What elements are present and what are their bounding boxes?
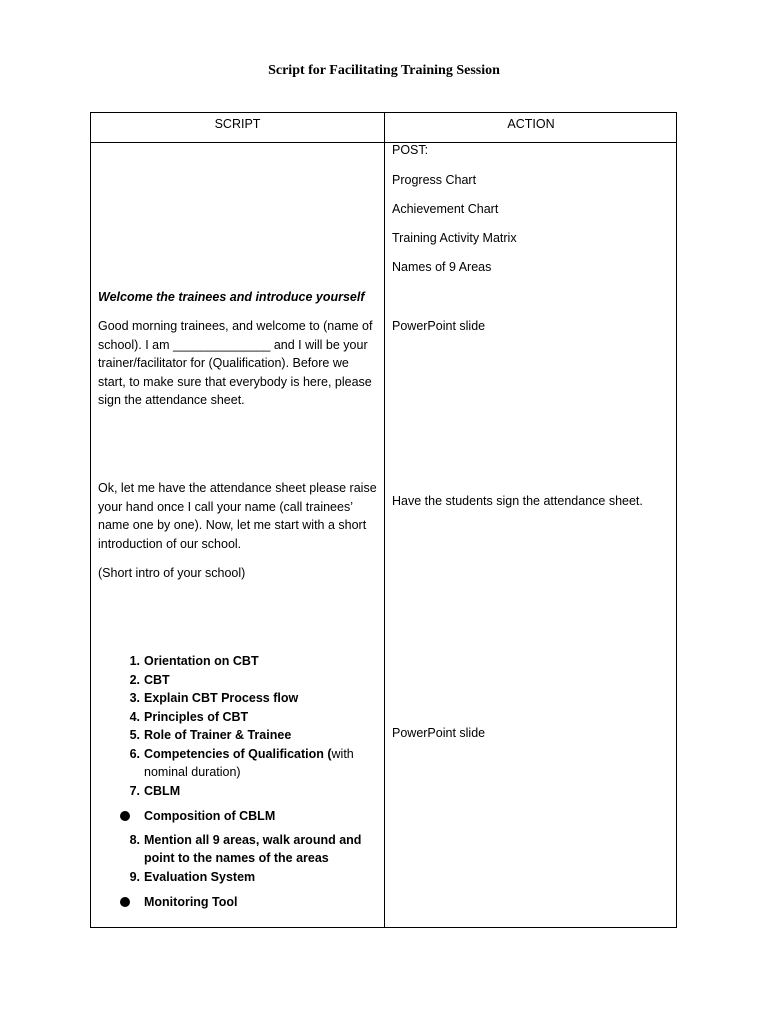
intro-note: (Short intro of your school) bbox=[98, 566, 246, 580]
item-text: CBLM bbox=[144, 783, 181, 798]
welcome-paragraph: Good morning trainees, and welcome to (name of school). I am ______________ and I will be your trainer/facilitator for (Qualification). Before we start, to make sure that everybody is here, please sign the attendance sheet. bbox=[98, 319, 373, 407]
steps-action: PowerPoint slide bbox=[392, 726, 486, 740]
document-title: Script for Facilitating Training Session bbox=[268, 63, 500, 78]
post-item-achievement-chart: Achievement Chart bbox=[392, 202, 499, 216]
script-action-table bbox=[90, 112, 677, 928]
list-item bbox=[118, 782, 380, 801]
welcome-action: PowerPoint slide bbox=[392, 319, 486, 333]
welcome-heading: Welcome the trainees and introduce yourself bbox=[98, 290, 365, 304]
bullet-icon bbox=[120, 811, 130, 821]
post-item-names-of-areas: Names of 9 Areas bbox=[392, 260, 492, 274]
list-item bbox=[118, 671, 380, 690]
item-text: Evaluation System bbox=[144, 869, 256, 884]
item-number: 5. bbox=[129, 728, 140, 742]
column-divider bbox=[384, 113, 385, 927]
list-item bbox=[118, 726, 380, 745]
item-number: 8. bbox=[129, 832, 140, 847]
attendance-paragraph: Ok, let me have the attendance sheet please raise your hand once I call your name (call trainees’ name one by one). Now, let me start with a short introduction of our school. bbox=[98, 481, 377, 551]
item-text: Competencies of Qualification ( bbox=[144, 746, 332, 761]
item-number: 6. bbox=[129, 746, 140, 761]
item-number: 7. bbox=[129, 783, 140, 798]
list-item bbox=[118, 807, 380, 826]
list-item bbox=[118, 689, 380, 708]
list-item bbox=[118, 652, 380, 671]
action-column-header: ACTION bbox=[507, 117, 555, 131]
attendance-action: Have the students sign the attendance sheet. bbox=[392, 494, 643, 508]
item-text: Role of Trainer & Trainee bbox=[144, 728, 292, 742]
item-text: Orientation on CBT bbox=[144, 654, 259, 668]
session-steps-list bbox=[118, 652, 380, 912]
item-number: 4. bbox=[129, 709, 140, 724]
post-item-progress-chart: Progress Chart bbox=[392, 173, 477, 187]
item-number: 9. bbox=[129, 869, 140, 884]
item-text: Explain CBT Process flow bbox=[144, 691, 299, 705]
item-text: Mention all 9 areas, walk around and point to the names of the areas bbox=[144, 832, 362, 865]
item-text: Monitoring Tool bbox=[144, 895, 238, 909]
post-item-training-activity-matrix: Training Activity Matrix bbox=[392, 231, 517, 245]
item-text: Composition of CBLM bbox=[144, 809, 276, 823]
bullet-icon bbox=[120, 897, 130, 907]
item-number: 3. bbox=[129, 691, 140, 705]
post-label: POST: bbox=[392, 143, 429, 157]
item-text: Principles of CBT bbox=[144, 709, 249, 724]
list-item bbox=[118, 893, 380, 912]
item-note: with nominal duration) bbox=[144, 746, 354, 779]
item-number: 2. bbox=[129, 672, 140, 687]
script-column-header: SCRIPT bbox=[214, 117, 261, 131]
item-number: 1. bbox=[129, 654, 140, 668]
list-item bbox=[118, 708, 380, 727]
list-item bbox=[118, 868, 380, 887]
list-item bbox=[118, 745, 380, 782]
item-text: CBT bbox=[144, 672, 170, 687]
list-item bbox=[118, 831, 380, 868]
